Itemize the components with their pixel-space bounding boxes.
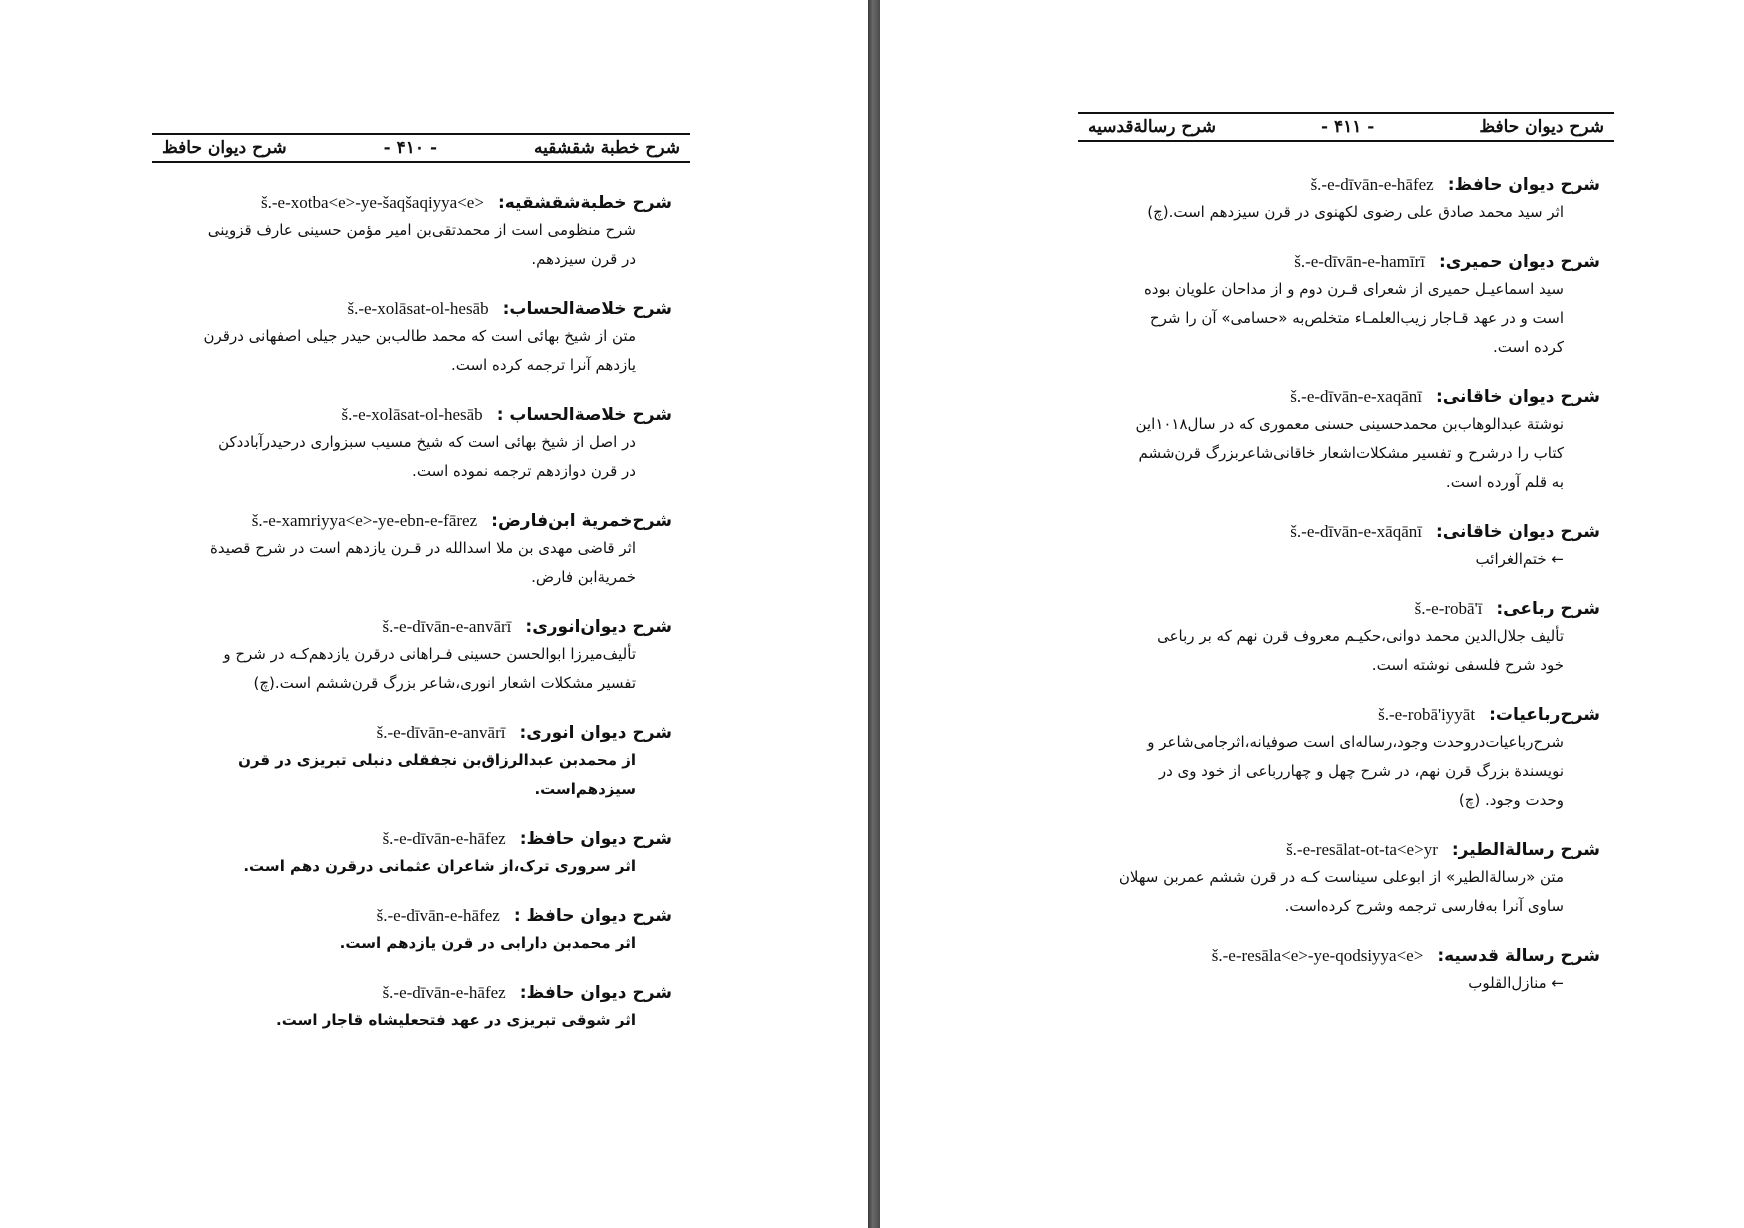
entry-heading	[152, 980, 672, 1006]
entry-text-line: ← منازل‌القلوب	[1468, 974, 1564, 992]
entry-heading	[1084, 172, 1600, 198]
entry-text-line: اثر شوقی تبریزی در عهد فتحعلیشاه قاجار است.	[276, 1011, 636, 1029]
entry-title: شرح دیوان خاقانی:	[1435, 387, 1600, 407]
dictionary-entry	[152, 508, 672, 592]
entry-title: شرح‌رباعیات:	[1489, 705, 1600, 725]
entry-text-line: در اصل از شیخ بهائی است که شیخ مسیب سبزواری درحیدرآباددکن	[218, 433, 636, 451]
entry-text-line: تفسیر مشکلات اشعار انوری،شاعر بزرگ قرن‌ششم است.(چ)	[253, 674, 636, 692]
right-page	[880, 0, 1744, 1228]
entry-title: شرح خلاصة‌الحساب:	[502, 299, 672, 319]
page-number: - ۴۱۰ -	[383, 138, 438, 158]
entry-heading	[152, 508, 672, 534]
entry-transliteration: š.-e-dīvān-e-xāqānī	[1290, 522, 1422, 541]
entry-transliteration: š.-e-dīvān-e-hāfez	[1310, 175, 1434, 194]
entry-heading	[152, 826, 672, 852]
entry-text-line: ساوی آنرا به‌فارسی ترجمه وشرح کرده‌است.	[1284, 897, 1564, 915]
entry-list	[1084, 172, 1600, 1020]
running-head	[152, 133, 690, 163]
entry-title: شرح دیوان حمیری:	[1438, 252, 1600, 272]
entry-heading	[152, 720, 672, 746]
dictionary-entry	[1084, 519, 1600, 574]
entry-title: شرح دیوان حافظ :	[513, 906, 672, 926]
entry-title: شرح دیوان حافظ:	[1447, 175, 1600, 195]
running-head-right: شرح خطبة شقشقيه	[534, 138, 680, 158]
entry-title: شرح خلاصة‌الحساب :	[496, 405, 672, 425]
entry-heading	[1084, 384, 1600, 410]
entry-transliteration: š.-e-resāla<e>-ye-qodsiyya<e>	[1211, 946, 1424, 965]
entry-text-line: اثر محمدبن دارابی در قرن یازدهم است.	[339, 934, 636, 952]
entry-transliteration: š.-e-dīvān-e-xaqānī	[1290, 387, 1422, 406]
entry-text-line: در قرن دوازدهم ترجمه نموده است.	[412, 462, 636, 480]
entry-heading	[152, 190, 672, 216]
running-head-left: شرح دیوان حافظ	[162, 138, 287, 158]
entry-text-line: اثر سید محمد صادق علی رضوی لکهنوی در قرن سیزدهم است.(چ)	[1147, 203, 1564, 221]
entry-transliteration: š.-e-dīvān-e-hāfez	[382, 983, 506, 1002]
entry-text-line: سید اسماعیـل حمیری از شعرای قـرن دوم و از مداحان علویان بوده	[1143, 280, 1564, 298]
entry-list	[152, 190, 672, 1057]
dictionary-entry	[152, 614, 672, 698]
entry-text-line: اثر سروری ترک،از شاعران عثمانی درقرن دهم است.	[243, 857, 636, 875]
entry-text-line: متن از شیخ بهائی است که محمد طالب‌بن حیدر جیلی اصفهانی درقرن	[203, 327, 636, 345]
entry-text-line: یازدهم آنرا ترجمه کرده است.	[450, 356, 636, 374]
dictionary-entry	[1084, 384, 1600, 497]
dictionary-entry	[152, 980, 672, 1035]
entry-title: شرح رسالة قدسیه:	[1437, 946, 1600, 966]
entry-transliteration: š.-e-xolāsat-ol-hesāb	[347, 299, 489, 318]
book-spine	[868, 0, 880, 1228]
entry-heading	[1084, 596, 1600, 622]
page-number: - ۴۱۱ -	[1320, 117, 1375, 137]
entry-heading	[1084, 943, 1600, 969]
entry-title: شرح خطبة‌شقشقیه:	[497, 193, 672, 213]
entry-text-line: به قلم آورده است.	[1445, 473, 1564, 491]
entry-text-line: است و در عهد قـاجار زیب‌العلمـاء متخلص‌به «حسامی» آن را شرح	[1149, 309, 1564, 327]
entry-heading	[152, 296, 672, 322]
entry-transliteration: š.-e-robā'iyyāt	[1378, 705, 1476, 724]
dictionary-entry	[1084, 943, 1600, 998]
dictionary-entry	[152, 903, 672, 958]
entry-text-line: متن «رسالةالطیر» از ابوعلی سیناست کـه در قرن ششم عمربن سهلان	[1118, 868, 1564, 886]
entry-text-line: از محمدبن عبدالرزاق‌بن نجفقلی دنبلی تبریزی در قرن سیزدهم‌است.	[238, 751, 636, 798]
entry-title: شرح دیوان خاقانی:	[1435, 522, 1600, 542]
dictionary-entry	[1084, 596, 1600, 680]
entry-heading	[1084, 837, 1600, 863]
entry-text-line: ← ختم‌الغرائب	[1475, 550, 1564, 568]
entry-text-line: شرح منظومی است از محمدتقی‌بن امیر مؤمن حسینی عارف قزوینی	[207, 221, 636, 239]
entry-transliteration: š.-e-dīvān-e-anvārī	[382, 617, 512, 636]
entry-title: شرح دیوان حافظ:	[519, 983, 672, 1003]
entry-text-line: خمریةابن فارض.	[531, 568, 636, 586]
entry-text-line: در قرن سیزدهم.	[531, 250, 636, 268]
entry-heading	[1084, 249, 1600, 275]
entry-text-line: کرده است.	[1493, 338, 1564, 356]
entry-heading	[1084, 519, 1600, 545]
entry-transliteration: š.-e-xamriyya<e>-ye-ebn-e-fārez	[251, 511, 478, 530]
entry-text-line: اثر قاضی مهدی بن ملا اسدالله در قـرن یازدهم است در شرح قصیدة	[209, 539, 636, 557]
dictionary-entry	[152, 826, 672, 881]
entry-title: شرح رباعی:	[1496, 599, 1600, 619]
entry-text-line: تألیف‌میرزا ابوالحسن حسینی فـراهانی درقرن یازدهم‌کـه در شرح و	[223, 645, 636, 663]
entry-text-line: شرح‌رباعیات‌دروحدت وجود،رساله‌ای است صوفیانه،اثرجامی‌شاعر و	[1147, 733, 1564, 751]
entry-title: شرح دیوان انوری:	[519, 723, 672, 743]
entry-text-line: خود شرح فلسفی نوشته است.	[1371, 656, 1564, 674]
dictionary-entry	[1084, 702, 1600, 815]
entry-transliteration: š.-e-dīvān-e-hāfez	[382, 829, 506, 848]
running-head	[1078, 112, 1614, 142]
left-page	[0, 0, 868, 1228]
entry-transliteration: š.-e-robā'ī	[1414, 599, 1483, 618]
entry-heading	[152, 614, 672, 640]
entry-transliteration: š.-e-dīvān-e-hāfez	[376, 906, 500, 925]
entry-title: شرح دیوان‌انوری:	[525, 617, 672, 637]
entry-title: شرح رسالةالطیر:	[1451, 840, 1600, 860]
entry-text-line: تألیف جلال‌الدین محمد دوانی،حکیـم معروف قرن نهم که بر رباعی	[1157, 627, 1564, 645]
entry-title: شرح دیوان حافظ:	[519, 829, 672, 849]
dictionary-entry	[152, 190, 672, 274]
entry-heading	[152, 402, 672, 428]
running-head-right: شرح دیوان حافظ	[1479, 117, 1604, 137]
entry-text-line: کتاب را درشرح و تفسیر مشکلات‌اشعار خاقانی‌شاعربزرگ قرن‌ششم	[1138, 444, 1564, 462]
entry-transliteration: š.-e-xolāsat-ol-hesāb	[341, 405, 483, 424]
dictionary-entry	[152, 720, 672, 804]
dictionary-entry	[152, 296, 672, 380]
dictionary-entry	[152, 402, 672, 486]
entry-transliteration: š.-e-dīvān-e-hamīrī	[1294, 252, 1425, 271]
dictionary-entry	[1084, 837, 1600, 921]
entry-text-line: نوشتة عبدالوهاب‌بن محمدحسینی حسنی معموری که در سال۱۰۱۸این	[1135, 415, 1564, 433]
entry-transliteration: š.-e-xotba<e>-ye-šaqšaqiyya<e>	[261, 193, 484, 212]
entry-transliteration: š.-e-dīvān-e-anvārī	[376, 723, 506, 742]
dictionary-entry	[1084, 172, 1600, 227]
entry-text-line: نویسندة بزرگ قرن نهم، در شرح چهل و چهاررباعی از خود وی در	[1158, 762, 1564, 780]
entry-heading	[152, 903, 672, 929]
entry-title: شرح‌خمریة ابن‌فارض:	[491, 511, 672, 531]
entry-heading	[1084, 702, 1600, 728]
entry-transliteration: š.-e-resālat-ot-ta<e>yr	[1286, 840, 1438, 859]
entry-text-line: وحدت وجود. (چ)	[1458, 791, 1564, 809]
running-head-left: شرح رسالةقدسیه	[1088, 117, 1216, 137]
dictionary-entry	[1084, 249, 1600, 362]
